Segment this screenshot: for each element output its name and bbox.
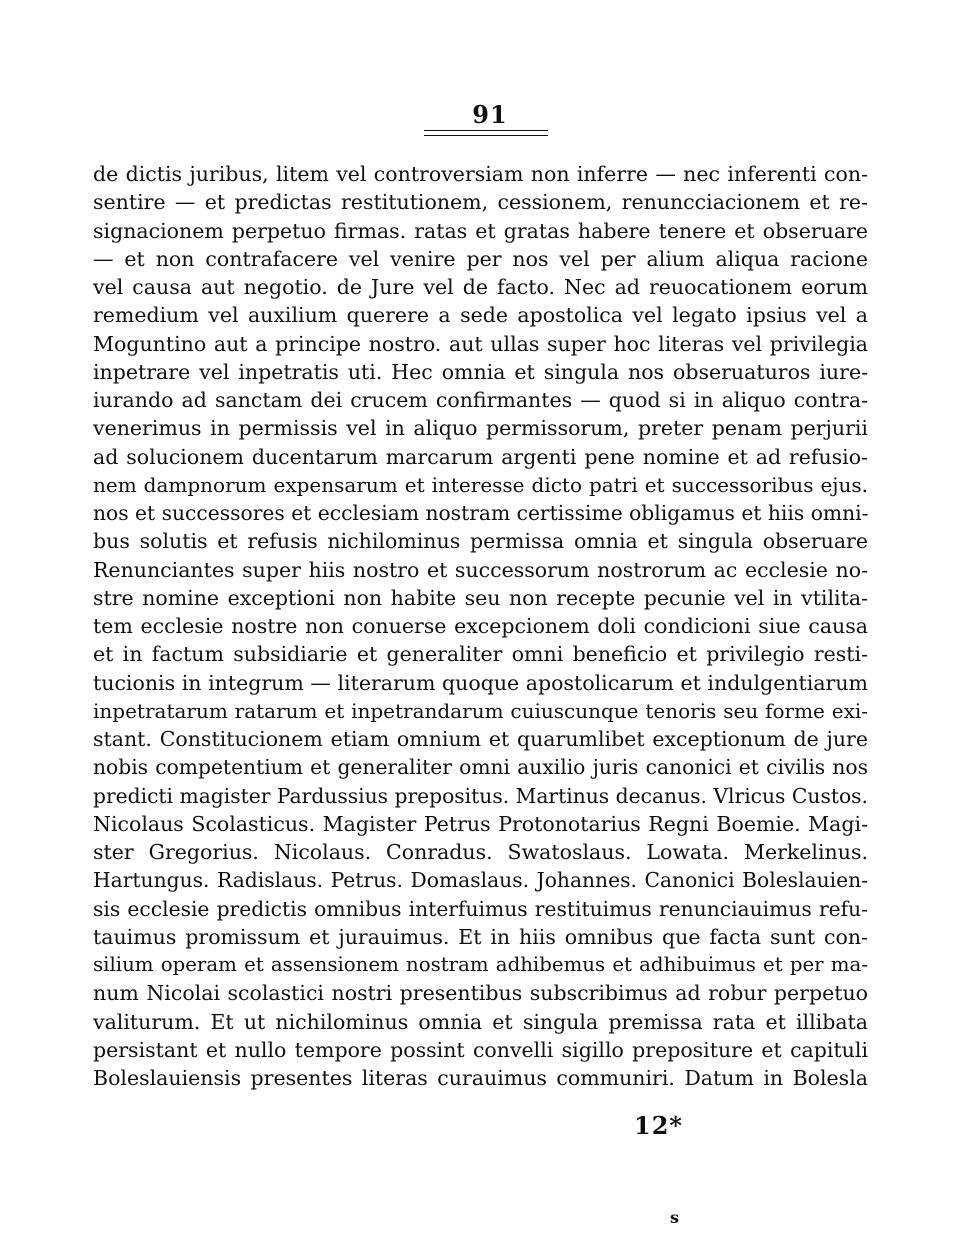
- page-number: [0, 100, 960, 129]
- text-line: tauimus promissum et jurauimus. Et in hiis omnibus que facta sunt con-: [93, 924, 868, 949]
- body-text: [93, 160, 868, 1092]
- text-line: Renunciantes super hiis nostro et successorum nostrorum ac ecclesie no-: [93, 557, 868, 582]
- text-line: inpetrare vel inpetratis uti. Hec omnia et singula nos obseruaturos iure-: [93, 359, 868, 384]
- text-line: nos et successores et ecclesiam nostram certissime obligamus et hiis omni-: [93, 501, 868, 525]
- text-line: Boleslauiensis presentes literas curauimus communiri. Datum in Bolesla: [93, 1066, 868, 1090]
- text-line: venerimus in permissis vel in aliquo permissorum, preter penam perjurii: [93, 416, 868, 441]
- text-line: sentire — et predictas restitutionem, cessionem, renuncciacionem et re-: [93, 190, 868, 215]
- text-line: num Nicolai scolastici nostri presentibus subscribimus ad robur perpetuo: [93, 981, 868, 1006]
- text-line: predicti magister Pardussius prepositus. Martinus decanus. Vlricus Custos.: [93, 783, 868, 808]
- text-line: tem ecclesie nostre non conuerse excepcionem doli condicioni siue causa: [93, 614, 868, 638]
- text-line: silium operam et assensionem nostram adhibemus et adhibuimus et per ma-: [93, 953, 868, 976]
- text-line: stre nomine exceptioni non habite seu non recepte pecunie vel in vtilita-: [93, 585, 868, 610]
- text-line: ster Gregorius. Nicolaus. Conradus. Swatoslaus. Lowata. Merkelinus.: [93, 840, 868, 864]
- text-line: Moguntino aut a principe nostro. aut ullas super hoc literas vel privilegia: [93, 331, 868, 356]
- text-line: persistant et nullo tempore possint convelli sigillo prepositure et capituli: [93, 1037, 868, 1062]
- text-line: valiturum. Et ut nichilominus omnia et singula premissa rata et illibata: [93, 1009, 868, 1034]
- text-line: signacionem perpetuo firmas. ratas et gratas habere tenere et obseruare: [93, 218, 868, 243]
- footer-letter: s: [670, 1208, 680, 1227]
- text-line: vel causa aut negotio. de Jure vel de facto. Nec ad reuocationem eorum: [93, 275, 868, 299]
- text-line: Hartungus. Radislaus. Petrus. Domaslaus. Johannes. Canonici Boleslauien-: [93, 868, 868, 893]
- page-number-rule: [424, 130, 548, 136]
- text-line: ad solucionem ducentarum marcarum argenti pene nomine et ad refusio-: [93, 444, 868, 469]
- signature-mark: 12*: [634, 1111, 683, 1140]
- text-line: nem dampnorum expensarum et interesse dicto patri et successoribus ejus.: [93, 472, 868, 497]
- text-line: — et non contrafacere vel venire per nos vel per alium aliqua racione: [93, 246, 868, 271]
- text-line: et in factum subsidiarie et generaliter omni beneficio et privilegio resti-: [93, 642, 868, 667]
- text-line: Nicolaus Scolasticus. Magister Petrus Protonotarius Regni Boemie. Magi-: [93, 811, 868, 836]
- text-line: sis ecclesie predictis omnibus interfuimus restituimus renunciauimus refu-: [93, 896, 868, 921]
- text-line: stant. Constitucionem etiam omnium et quarumlibet exceptionum de jure: [93, 727, 868, 751]
- text-line: nobis competentium et generaliter omni auxilio juris canonici et civilis nos: [93, 755, 868, 780]
- text-line: bus solutis et refusis nichilominus permissa omnia et singula obseruare: [93, 529, 868, 554]
- text-line: remedium vel auxilium querere a sede apostolica vel legato ipsius vel a: [93, 303, 868, 328]
- page-number-text: 91: [472, 100, 508, 129]
- text-line: de dictis juribus, litem vel controversiam non inferre — nec inferenti con-: [93, 162, 868, 186]
- text-line: inpetratarum ratarum et inpetrandarum cuiuscunque tenoris seu forme exi-: [93, 698, 868, 723]
- text-line: tucionis in integrum — literarum quoque apostolicarum et indulgentiarum: [93, 670, 868, 695]
- text-line: iurando ad sanctam dei crucem confirmantes — quod si in aliquo contra-: [93, 388, 868, 412]
